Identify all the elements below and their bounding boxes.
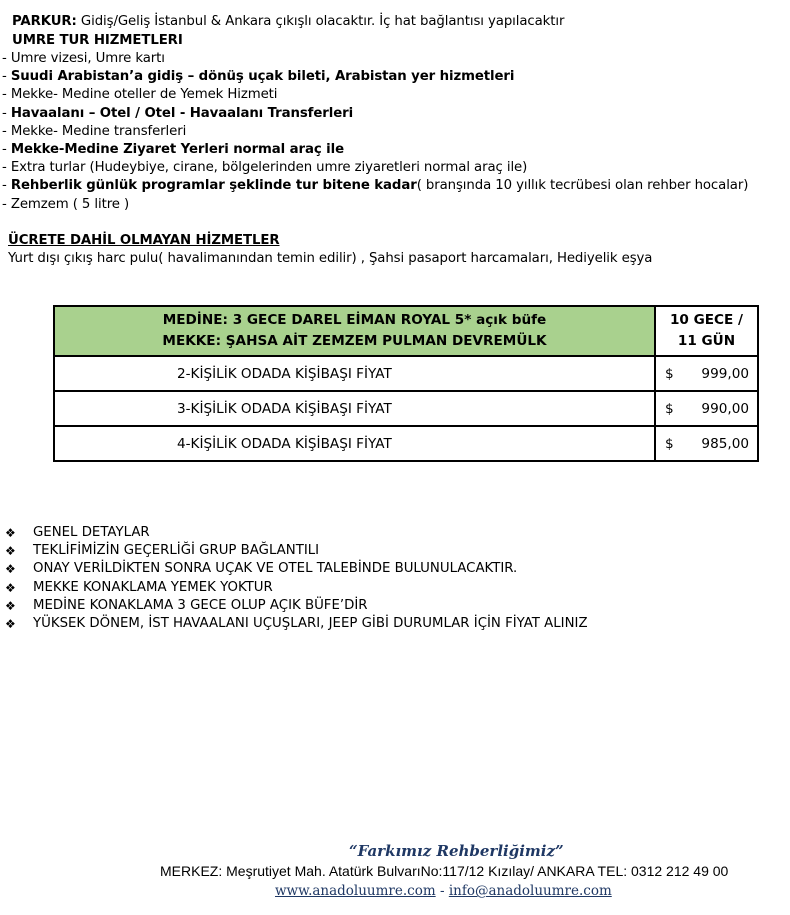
service-item-dash: - bbox=[2, 196, 11, 212]
price-table-header bbox=[54, 306, 758, 356]
diamond-bullet-icon: ❖ bbox=[5, 598, 16, 613]
service-item-dash: - bbox=[2, 87, 11, 103]
diamond-bullet-icon: ❖ bbox=[5, 544, 16, 559]
services-title: UMRE TUR HIZMETLERI bbox=[12, 33, 183, 48]
excluded-text: Yurt dışı çıkış harc pulu( havalimanından temin edilir) , Şahsi pasaport harcamaları, Hediyelik eşya bbox=[8, 251, 653, 266]
price-row-label: 3-KİŞİLİK ODADA KİŞİBAŞI FİYAT bbox=[54, 391, 655, 426]
website-link[interactable]: www.anadoluumre.com bbox=[275, 883, 436, 899]
service-item-dash: - bbox=[2, 142, 11, 157]
detail-item bbox=[5, 560, 588, 578]
price-table bbox=[53, 305, 759, 462]
detail-item-text: MEKKE KONAKLAMA YEMEK YOKTUR bbox=[33, 579, 273, 595]
service-item-dash: - bbox=[2, 178, 11, 194]
service-item-bold-text: Rehberlik günlük programlar şeklinde tur bitene kadar bbox=[10, 178, 417, 194]
service-item-text: Mekke- Medine oteller de Yemek Hizmeti bbox=[10, 87, 278, 103]
currency-symbol: $ bbox=[665, 400, 674, 417]
price-row bbox=[54, 356, 758, 391]
hotel-header-line2: MEKKE: ŞAHSA AİT ZEMZEM PULMAN DEVREMÜLK bbox=[162, 333, 547, 349]
detail-item bbox=[5, 597, 588, 615]
price-row-label: 2-KİŞİLİK ODADA KİŞİBAŞI FİYAT bbox=[54, 356, 655, 391]
service-item-text: Umre vizesi, Umre kartı bbox=[10, 51, 165, 66]
footer-address: MERKEZ: Meşrutiyet Mah. Atatürk BulvarıNo:117/12 Kızılay/ ANKARA TEL: 0312 212 49 00 bbox=[160, 863, 729, 879]
duration-header-cell bbox=[655, 306, 758, 356]
email-link[interactable]: info@anadoluumre.com bbox=[448, 883, 612, 899]
currency-symbol: $ bbox=[665, 435, 674, 452]
detail-item-text: YÜKSEK DÖNEM, İST HAVAALANI UÇUŞLARI, JEEP GİBİ DURUMLAR İÇİN FİYAT ALINIZ bbox=[33, 616, 588, 632]
price-value: 990,00 bbox=[701, 400, 749, 417]
diamond-bullet-icon: ❖ bbox=[5, 580, 16, 595]
detail-item-text: GENEL DETAYLAR bbox=[33, 525, 150, 540]
detail-item-text: TEKLİFİMİZİN GEÇERLİĞİ GRUP BAĞLANTILI bbox=[33, 543, 320, 559]
detail-item-text: ONAY VERİLDİKTEN SONRA UÇAK VE OTEL TALEBİNDE BULUNULACAKTIR. bbox=[33, 561, 518, 577]
slogan: “Farkımız Rehberliğimiz” bbox=[349, 842, 564, 860]
parkur-line bbox=[12, 13, 564, 31]
service-item bbox=[2, 50, 165, 68]
duration-line1: 10 GECE / bbox=[669, 312, 744, 328]
duration-line2: 11 GÜN bbox=[677, 333, 736, 349]
currency-symbol: $ bbox=[665, 365, 674, 382]
price-row-label: 4-KİŞİLİK ODADA KİŞİBAŞI FİYAT bbox=[54, 426, 655, 461]
service-item-dash: - bbox=[2, 69, 11, 85]
service-item-dash: - bbox=[2, 160, 11, 176]
parkur-text: Gidiş/Geliş İstanbul & Ankara çıkışlı olacaktır. İç hat bağlantısı yapılacaktır bbox=[76, 14, 565, 29]
service-item-text: Extra turlar (Hudeybiye, cirane, bölgelerinden umre ziyaretleri normal araç ile) bbox=[10, 160, 528, 176]
price-row bbox=[54, 391, 758, 426]
service-item-bold-text: Mekke-Medine Ziyaret Yerleri normal araç ile bbox=[10, 142, 345, 157]
price-row bbox=[54, 426, 758, 461]
diamond-bullet-icon: ❖ bbox=[5, 562, 16, 577]
hotel-header-cell bbox=[54, 306, 655, 356]
price-value: 985,00 bbox=[701, 435, 749, 452]
price-row-value-cell bbox=[655, 391, 758, 426]
detail-item bbox=[5, 542, 588, 560]
price-row-value-cell bbox=[655, 426, 758, 461]
parkur-label: PARKUR: bbox=[12, 14, 77, 29]
service-item bbox=[2, 159, 527, 177]
details-list bbox=[5, 524, 588, 633]
service-item bbox=[2, 86, 277, 104]
footer-links bbox=[275, 883, 612, 899]
detail-item bbox=[5, 579, 588, 597]
service-item bbox=[2, 105, 353, 123]
diamond-bullet-icon: ❖ bbox=[5, 617, 16, 632]
link-separator: - bbox=[435, 883, 449, 899]
service-item-text: ( branşında 10 yıllık tecrübesi olan rehber hocalar) bbox=[416, 178, 749, 194]
service-item-dash: - bbox=[2, 51, 11, 66]
diamond-bullet-icon: ❖ bbox=[5, 526, 16, 540]
detail-item-text: MEDİNE KONAKLAMA 3 GECE OLUP AÇIK BÜFE’DİR bbox=[33, 597, 368, 613]
detail-item bbox=[5, 524, 588, 542]
service-item bbox=[2, 177, 748, 195]
service-item-dash: - bbox=[2, 105, 11, 121]
service-item bbox=[2, 68, 514, 86]
detail-item bbox=[5, 615, 588, 633]
service-item bbox=[2, 141, 344, 159]
price-row-value-cell bbox=[655, 356, 758, 391]
service-item-dash: - bbox=[2, 123, 11, 139]
excluded-title: ÜCRETE DAHİL OLMAYAN HİZMETLER bbox=[8, 233, 280, 248]
service-item-bold-text: Havaalanı – Otel / Otel - Havaalanı Transferleri bbox=[10, 105, 354, 121]
price-value: 999,00 bbox=[701, 365, 749, 382]
service-item-text: Zemzem ( 5 litre ) bbox=[10, 196, 130, 212]
service-item bbox=[2, 123, 186, 141]
hotel-header-line1: MEDİNE: 3 GECE DAREL EİMAN ROYAL 5* açık büfe bbox=[162, 312, 547, 328]
service-item bbox=[2, 196, 129, 214]
service-item-bold-text: Suudi Arabistan’a gidiş – dönüş uçak bileti, Arabistan yer hizmetleri bbox=[10, 69, 515, 85]
service-item-text: Mekke- Medine transferleri bbox=[10, 123, 187, 139]
